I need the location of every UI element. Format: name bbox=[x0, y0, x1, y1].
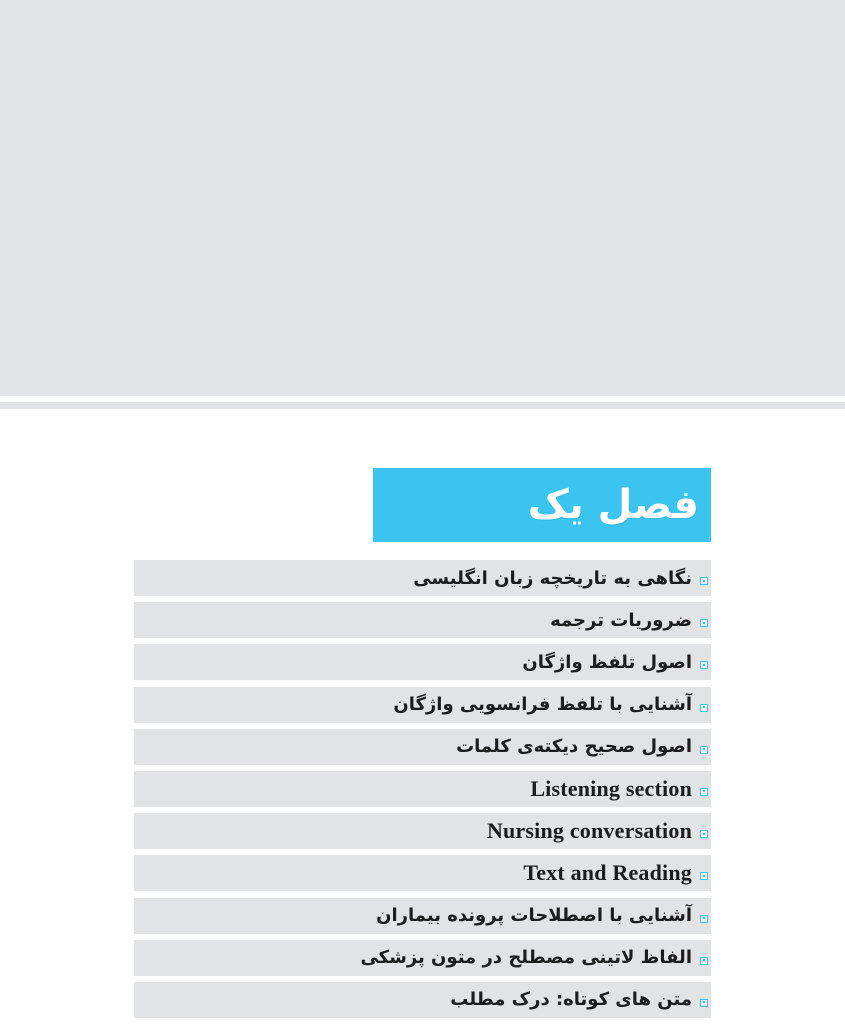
toc-item-label: آشنایی با اصطلاحات پرونده بیماران bbox=[376, 905, 692, 926]
toc-item-nursing-conversation[interactable] bbox=[134, 813, 711, 849]
table-of-contents bbox=[134, 560, 711, 1018]
toc-item-label: ضروریات ترجمه bbox=[550, 609, 692, 631]
toc-item-label: متن های کوتاه: درک مطلب bbox=[450, 989, 692, 1011]
toc-item-text-and-reading[interactable] bbox=[134, 855, 711, 891]
square-bullet-icon bbox=[700, 619, 708, 627]
square-bullet-icon bbox=[700, 788, 708, 796]
square-bullet-icon bbox=[700, 830, 708, 838]
chapter-title: فصل یک bbox=[527, 482, 699, 528]
toc-item-label: نگاهی به تاریخچه زبان انگلیسی bbox=[413, 567, 692, 589]
square-bullet-icon bbox=[700, 872, 708, 880]
toc-item-label: Nursing conversation bbox=[486, 818, 692, 844]
toc-item-label: اصول تلفظ واژگان bbox=[522, 651, 692, 673]
header-divider bbox=[0, 402, 845, 409]
toc-item-label: Text and Reading bbox=[523, 860, 692, 886]
square-bullet-icon bbox=[700, 704, 708, 712]
chapter-title-banner bbox=[373, 468, 711, 542]
square-bullet-icon bbox=[700, 999, 708, 1007]
header-image-area bbox=[0, 0, 845, 396]
toc-item-label: الفاظ لاتینی مصطلح در متون پزشکی bbox=[360, 947, 692, 969]
toc-item-label: اصول صحیح دیکته‌ی کلمات bbox=[456, 736, 692, 758]
toc-item-latin-medical-terms[interactable] bbox=[134, 940, 711, 976]
toc-item-short-texts-comprehension[interactable] bbox=[134, 982, 711, 1018]
square-bullet-icon bbox=[700, 661, 708, 669]
toc-item-translation-essentials[interactable] bbox=[134, 602, 711, 638]
toc-item-french-pronunciation[interactable] bbox=[134, 687, 711, 723]
toc-item-listening-section[interactable] bbox=[134, 771, 711, 807]
square-bullet-icon bbox=[700, 746, 708, 754]
square-bullet-icon bbox=[700, 957, 708, 965]
square-bullet-icon bbox=[700, 577, 708, 585]
square-bullet-icon bbox=[700, 915, 708, 923]
toc-item-patient-record-terms[interactable] bbox=[134, 898, 711, 934]
toc-item-label: آشنایی با تلفظ فرانسویی واژگان bbox=[393, 694, 692, 716]
toc-item-spelling-principles[interactable] bbox=[134, 729, 711, 765]
toc-item-pronunciation-principles[interactable] bbox=[134, 644, 711, 680]
toc-item-label: Listening section bbox=[530, 775, 692, 801]
toc-item-history-of-english[interactable] bbox=[134, 560, 711, 596]
